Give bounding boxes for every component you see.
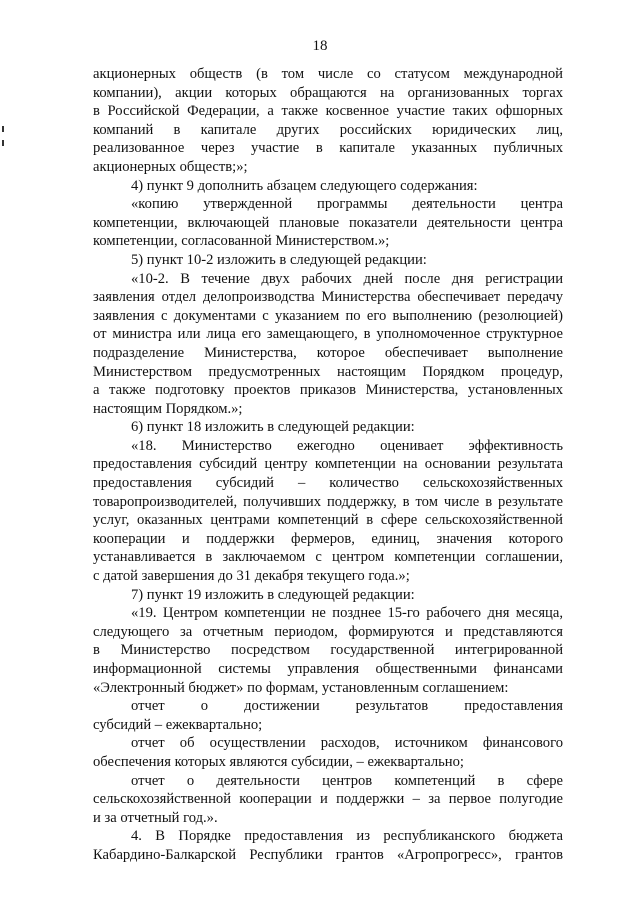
text-line: от министра или лица его замещающего, в уполномоченное структурное — [93, 326, 563, 343]
page-number: 18 — [312, 38, 328, 54]
text-line: отчет об осуществлении расходов, источником финансового — [131, 735, 563, 752]
text-line: и за отчетный год.». — [93, 809, 218, 826]
text-line: акционерных обществ;»; — [93, 158, 248, 175]
text-line: «Электронный бюджет» по формам, установленным соглашением: — [93, 679, 509, 696]
text-line: 6) пункт 18 изложить в следующей редакции: — [131, 419, 415, 436]
text-line: 5) пункт 10-2 изложить в следующей редакции: — [131, 251, 427, 268]
text-line: услуг, оказанных центрами компетенций в сфере сельскохозяйственной — [93, 512, 563, 529]
text-line: отчет о деятельности центров компетенций в сфере — [131, 772, 563, 789]
margin-mark — [2, 140, 4, 146]
text-line: «18. Министерство ежегодно оценивает эффективность — [131, 437, 563, 454]
text-line: подразделение Министерства, которое обеспечивает выполнение — [93, 344, 563, 361]
text-line: реализованное через участие в капитале указанных публичных — [93, 140, 563, 157]
text-line: компетенции, включающей плановые показатели деятельности центра — [93, 214, 563, 231]
text-line: сельскохозяйственной кооперации и поддержки – за первое полугодие — [93, 791, 563, 808]
text-line: настоящим Порядком.»; — [93, 400, 243, 417]
text-line: 7) пункт 19 изложить в следующей редакции: — [131, 586, 415, 603]
text-line: в Российской Федерации, а также косвенное участие таких офшорных — [93, 103, 563, 120]
text-line: заявления с документами с указанием по его выполнению (резолюцией) — [93, 307, 563, 324]
text-line: «19. Центром компетенции не позднее 15-го рабочего дня месяца, — [131, 605, 563, 622]
text-line: акционерных обществ (в том числе со статусом международной — [93, 66, 563, 82]
text-line: товаропроизводителей, получивших поддержку, в том числе в результате — [93, 493, 563, 510]
text-line: «10-2. В течение двух рабочих дней после дня регистрации — [131, 270, 563, 287]
text-line: заявления отдел делопроизводства Министерства обеспечивает передачу — [93, 289, 563, 306]
text-line: устанавливается в заключаемом с центром компетенции соглашении, — [93, 549, 563, 566]
text-line: следующего за отчетным периодом, формируются и представляются — [93, 623, 563, 640]
text-line: 4) пункт 9 дополнить абзацем следующего содержания: — [131, 177, 478, 194]
text-line: а также подготовку проектов приказов Министерства, установленных — [93, 382, 563, 399]
text-line: компетенции, согласованной Министерством.»; — [93, 233, 390, 250]
document-body — [93, 65, 563, 865]
text-line: предоставления субсидий центру компетенции на основании результата — [93, 456, 563, 473]
text-line: компаний в капитале других российских юридических лиц, — [93, 121, 563, 138]
text-line: Министерством предусмотренных настоящим Порядком процедур, — [93, 363, 563, 380]
text-line: информационной системы управления общественными финансами — [93, 661, 563, 677]
margin-mark — [2, 126, 4, 132]
text-line: кооперации и поддержки фермеров, единиц, значения которого — [93, 530, 563, 547]
text-line: «копию утвержденной программы деятельности центра — [131, 196, 563, 213]
text-line: Кабардино-Балкарской Республики грантов «Агропрогресс», грантов — [93, 846, 563, 863]
text-line: компании), акции которых обращаются на организованных торгах — [93, 84, 563, 101]
text-line: 4. В Порядке предоставления из республиканского бюджета — [131, 828, 563, 845]
text-line: предоставления субсидий – количество сельскохозяйственных — [93, 475, 563, 492]
text-line: субсидий – ежеквартально; — [93, 716, 263, 733]
text-line: с датой завершения до 31 декабря текущего года.»; — [93, 568, 410, 585]
text-line: отчет о достижении результатов предоставления — [131, 698, 563, 715]
text-line: в Министерство посредством государственной интегрированной — [93, 642, 563, 659]
text-line: обеспечения которых являются субсидии, – ежеквартально; — [93, 753, 464, 770]
